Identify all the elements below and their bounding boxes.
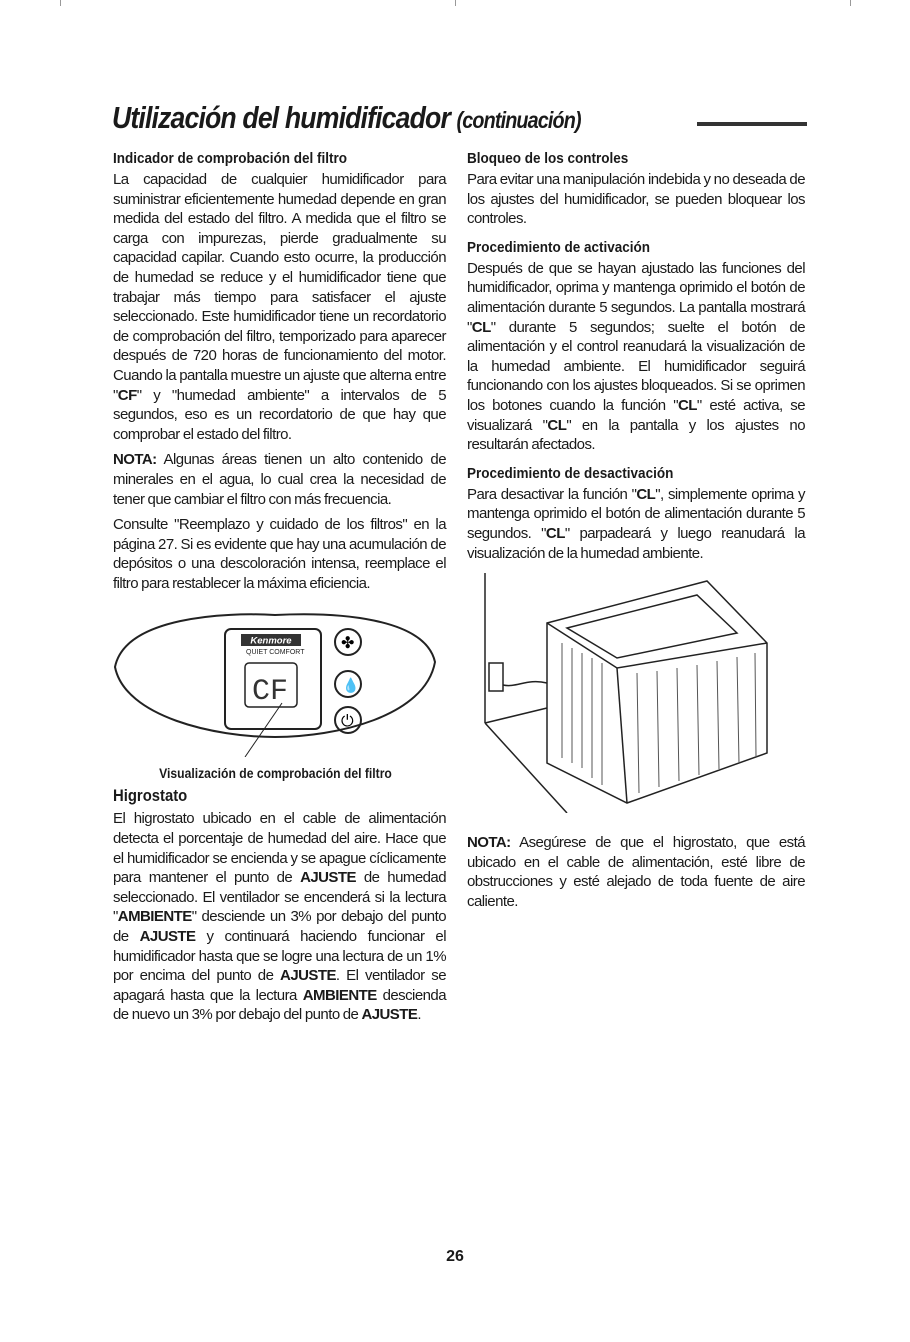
note-text xyxy=(467,833,805,911)
activate-heading: Procedimiento de activación xyxy=(467,238,651,256)
hygro-heading: Higrostato xyxy=(113,787,188,806)
text-run: descienda de nuevo un 3% por debajo del punto de xyxy=(113,986,446,1024)
paragraph xyxy=(467,485,805,563)
text-run: ", simplemente oprima y mantenga oprimido el botón de alimentación durante 5 segundos. " xyxy=(467,485,805,542)
brand-logo: Kenmore xyxy=(250,635,292,647)
model-text: QUIET COMFORT xyxy=(246,649,305,657)
text-run: Algunas áreas tienen un alto contenido de minerales en el agua, lo cual crea la necesidad de tener que cambiar el filtro con más frecuencia. xyxy=(113,451,446,508)
bold-term: CL xyxy=(471,318,491,336)
power-button-icon: ⏻ xyxy=(341,713,354,731)
filter-text xyxy=(113,170,446,593)
bold-term: CL xyxy=(636,485,656,503)
title-rule xyxy=(697,122,807,126)
bold-term: NOTA: xyxy=(467,834,511,852)
bold-term: AJUSTE xyxy=(280,967,336,985)
control-panel-illustration xyxy=(105,607,446,782)
text-run: . xyxy=(417,1006,421,1024)
title-main: Utilización del humidificador xyxy=(112,100,450,135)
page-number: 26 xyxy=(446,1248,464,1265)
paragraph xyxy=(113,809,446,1025)
paragraph xyxy=(113,170,446,444)
bold-term: AMBIENTE xyxy=(302,986,377,1004)
text-run: " esté activa, se visualizará " xyxy=(467,396,805,434)
bold-term: AJUSTE xyxy=(139,928,196,946)
deactivate-text xyxy=(467,485,805,563)
lock-heading: Bloqueo de los controles xyxy=(467,150,629,167)
bold-term: AJUSTE xyxy=(300,869,356,887)
text-run: Asegúrese de que el higrostato, que está ubicado en el cable de alimentación, esté libre de obstrucciones y esté alejado de toda fuente de aire caliente. xyxy=(467,834,805,910)
figure-caption: Visualización de comprobación del filtro xyxy=(159,766,392,782)
page-title xyxy=(112,100,714,136)
bold-term: AJUSTE xyxy=(361,1006,418,1024)
text-run: " durante 5 segundos; suelte el botón de alimentación y el control reanudará la visualización de la humedad ambiente. El humidificador seguirá funcionando con los ajustes bloqueados. Si se oprimen los botones cuando la función " xyxy=(467,318,805,414)
title-sub: (continuación) xyxy=(456,107,581,133)
text-run: " y "humedad ambiente" a intervalos de 5 segundos, eso es un recordatorio de que hay que comprobar el estado del filtro. xyxy=(113,386,446,443)
text-run: Consulte "Reemplazo y cuidado de los filtros" en la página 27. Si es evidente que hay una acumulación de depósitos o una descoloración intensa, reemplace el filtro para restablecer la máxima eficiencia. xyxy=(113,516,446,592)
paragraph xyxy=(113,450,446,509)
paragraph xyxy=(467,833,805,911)
text-run: " en la pantalla y los ajustes no resultarán afectados. xyxy=(467,416,805,454)
paragraph xyxy=(467,259,805,455)
text-run: " desciende un 3% por debajo del punto de xyxy=(113,908,446,946)
humidity-button-icon: 💧 xyxy=(342,677,360,694)
text-run: La capacidad de cualquier humidificador para suministrar eficientemente humedad depende en gran medida del estado del filtro. A medida que el filtro se carga con impurezas, pierde gradualmente su capacidad capilar. Cuando esto ocurre, la producción de humedad se reduce y el humidificador tiene que trabajar más tiempo para satisfacer el ajuste seleccionado. Este humidificador tiene un recordatorio de comprobación del filtro, temporizado para aparecer después de 720 horas de funcionamiento del motor. Cuando la pantalla muestre un ajuste que alterna entre " xyxy=(113,171,446,404)
bold-term: CL xyxy=(678,396,697,414)
deactivate-heading: Procedimiento de desactivación xyxy=(467,464,674,482)
control-panel-drawing xyxy=(105,607,445,757)
text-run: Después de que se hayan ajustado las funciones del humidificador, oprima y mantenga oprimido el botón de alimentación durante 5 segundos. La pantalla mostrará " xyxy=(467,259,805,336)
bold-term: CF xyxy=(117,386,137,404)
humidifier-drawing xyxy=(467,573,805,813)
filter-heading: Indicador de comprobación del filtro xyxy=(113,150,348,167)
right-column xyxy=(467,150,805,917)
bold-term: CL xyxy=(545,524,565,542)
bold-term: CL xyxy=(547,416,567,434)
left-column xyxy=(113,150,446,1031)
text-run: . El ventilador se apagará hasta que la lectura xyxy=(113,967,446,1004)
activate-text xyxy=(467,259,805,455)
lock-text xyxy=(467,170,805,229)
display-readout: CF xyxy=(252,675,289,710)
bold-term: AMBIENTE xyxy=(117,908,192,926)
text-run: Para desactivar la función " xyxy=(467,485,637,503)
fan-button-icon: ✤ xyxy=(341,635,355,653)
text-run: " parpadeará y luego reanudará la visualización de la humedad ambiente. xyxy=(467,524,805,562)
text-run: y continuará haciendo funcionar el humidificador hasta que se logre una lectura de un 1% por encima del punto de xyxy=(113,928,447,985)
paragraph xyxy=(467,170,805,229)
paragraph xyxy=(113,515,446,593)
text-run: de humedad seleccionado. El ventilador se encenderá si la lectura " xyxy=(113,869,446,926)
text-run: Para evitar una manipulación indebida y no deseada de los ajustes del humidificador, se pueden bloquear los controles. xyxy=(467,171,805,228)
hygro-text xyxy=(113,809,446,1025)
text-run: El higrostato ubicado en el cable de alimentación detecta el porcentaje de humedad del aire. Hace que el humidificador se encienda y se apague cíclicamente para mantener el punto de xyxy=(113,810,446,887)
bold-term: NOTA: xyxy=(113,451,157,469)
humidifier-illustration xyxy=(467,573,805,813)
